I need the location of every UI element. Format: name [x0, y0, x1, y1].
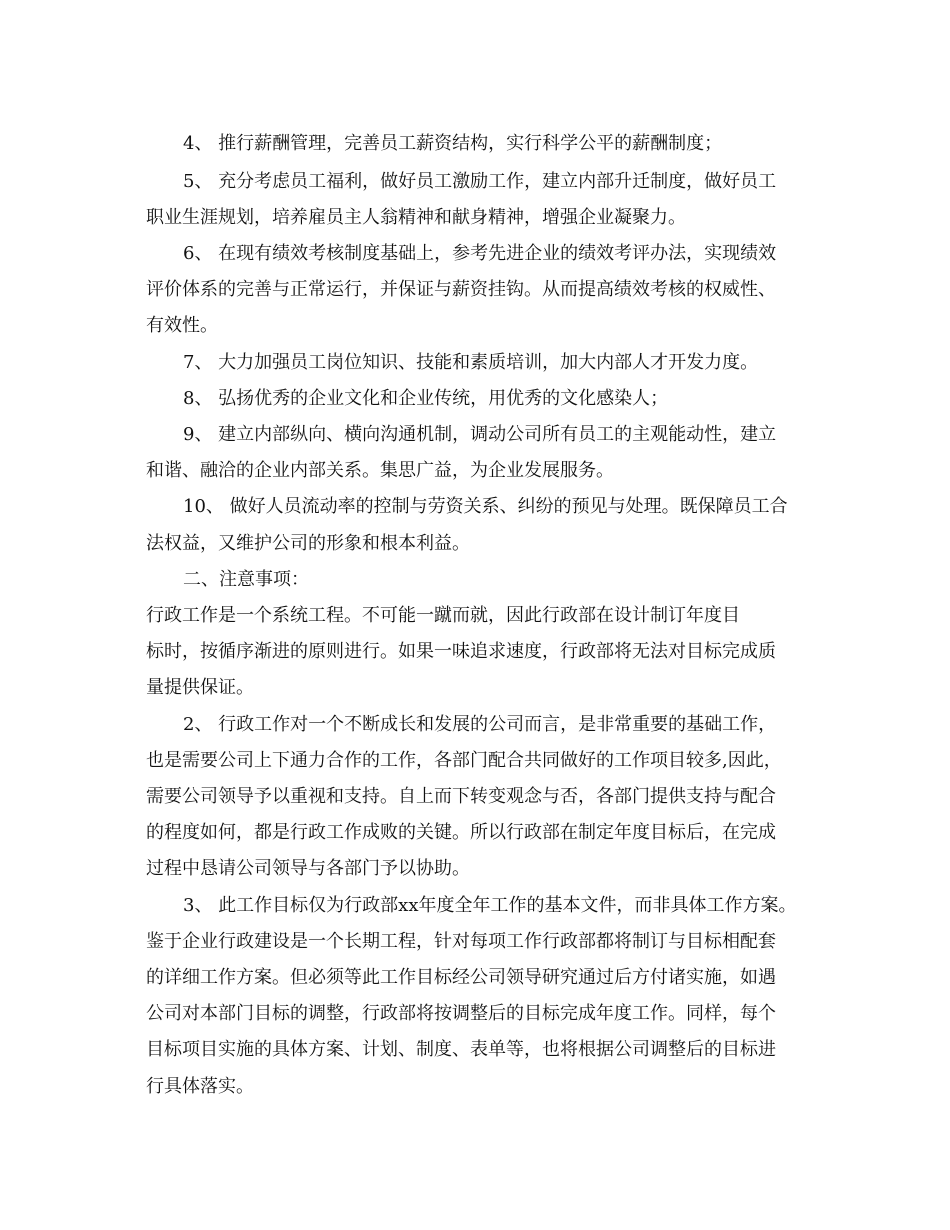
body-line: 有效性。: [146, 315, 218, 336]
body-line: 10、 做好人员流动率的控制与劳资关系、纠纷的预见与处理。既保障员工合: [183, 496, 788, 517]
body-line: 5、 充分考虑员工福利，做好员工激励工作，建立内部升迁制度，做好员工: [183, 171, 777, 192]
body-line: 法权益，又维护公司的形象和根本利益。: [146, 533, 470, 554]
body-line: 9、 建立内部纵向、横向沟通机制，调动公司所有员工的主观能动性，建立: [183, 424, 777, 445]
body-line: 4、 推行薪酬管理，完善员工薪资结构，实行科学公平的薪酬制度；: [183, 133, 723, 154]
body-line: 和谐、融洽的企业内部关系。集思广益，为企业发展服务。: [146, 460, 614, 481]
body-line: 的详细工作方案。但必须等此工作目标经公司领导研究通过后方付诸实施，如遇: [146, 967, 776, 988]
body-line: 过程中恳请公司领导与各部门予以协助。: [146, 858, 470, 879]
body-line: 行具体落实。: [146, 1076, 254, 1097]
body-line: 评价体系的完善与正常运行，并保证与薪资挂钩。从而提高绩效考核的权威性、: [146, 279, 776, 300]
body-line: 目标项目实施的具体方案、计划、制度、表单等，也将根据公司调整后的目标进: [146, 1039, 776, 1060]
body-line: 2、 行政工作对一个不断成长和发展的公司而言，是非常重要的基础工作，: [183, 714, 777, 735]
body-line: 公司对本部门目标的调整，行政部将按调整后的目标完成年度工作。同样，每个: [146, 1003, 776, 1024]
body-line: 行政工作是一个系统工程。不可能一蹴而就，因此行政部在设计制订年度目: [146, 605, 740, 626]
body-line: 标时，按循序渐进的原则进行。如果一味追求速度，行政部将无法对目标完成质: [146, 641, 776, 662]
body-line: 量提供保证。: [146, 677, 254, 698]
body-line: 3、 此工作目标仅为行政部xx年度全年工作的基本文件，而非具体工作方案。: [183, 895, 797, 916]
body-line: 需要公司领导予以重视和支持。自上而下转变观念与否，各部门提供支持与配合: [146, 786, 776, 807]
body-line: 鉴于企业行政建设是一个长期工程，针对每项工作行政部都将制订与目标相配套: [146, 931, 776, 952]
section-heading: 二、注意事项：: [183, 569, 309, 590]
body-line: 8、 弘扬优秀的企业文化和企业传统，用优秀的文化感染人；: [183, 388, 669, 409]
body-line: 7、 大力加强员工岗位知识、技能和素质培训，加大内部人才开发力度。: [183, 352, 759, 373]
body-line: 的程度如何，都是行政工作成败的关键。所以行政部在制定年度目标后，在完成: [146, 822, 776, 843]
body-line: 职业生涯规划，培养雇员主人翁精神和献身精神，增强企业凝聚力。: [146, 207, 686, 228]
body-line: 6、 在现有绩效考核制度基础上，参考先进企业的绩效考评办法，实现绩效: [183, 243, 777, 264]
body-line: 也是需要公司上下通力合作的工作，各部门配合共同做好的工作项目较多,因此，: [146, 750, 782, 771]
